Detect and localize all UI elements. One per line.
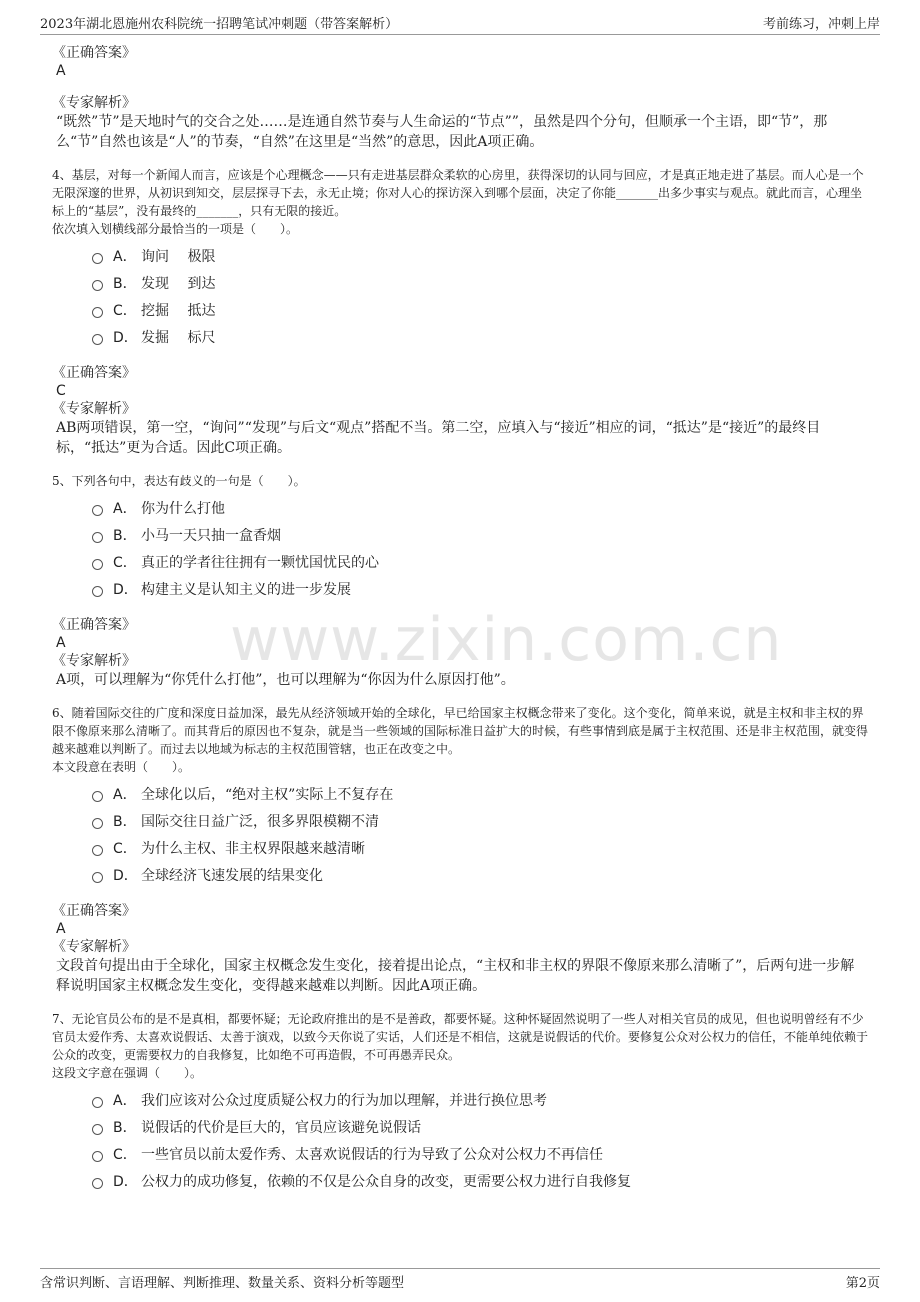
option-b[interactable]: B． 发现 到达 [92, 269, 868, 296]
header-slogan: 考前练习，冲刺上岸 [762, 17, 880, 32]
radio-icon[interactable] [92, 559, 103, 570]
option-b[interactable]: B． 说假话的代价是巨大的，官员应该避免说假话 [92, 1113, 868, 1140]
option-b[interactable]: B． 国际交往日益广泛，很多界限模糊不清 [92, 807, 868, 834]
correct-answer: A [56, 635, 66, 651]
option-c[interactable]: C． 一些官员以前太爱作秀、太喜欢说假话的行为导致了公众对公权力不再信任 [92, 1140, 868, 1167]
question-prompt: 依次填入划横线部分最恰当的一项是（ ）。 [52, 222, 299, 236]
page-number: 第2页 [845, 1276, 880, 1291]
option-d[interactable]: D． 全球经济飞速发展的结果变化 [92, 861, 868, 888]
analysis-label: 《专家解析》 [52, 939, 136, 955]
option-b[interactable]: B． 小马一天只抽一盒香烟 [92, 521, 868, 548]
expert-analysis: “既然”节”是天地时气的交合之处……是连通自然节奏与人生命运的“节点””，虽然是四个分句，但顺承一个主语，即“节”，那么“节”自然也该是“人”的节奏，“自然”在这里是“当然”的意思，因此A项正确。 [56, 114, 828, 150]
option-a[interactable]: A． 询问 极限 [92, 242, 868, 269]
option-list [92, 1086, 868, 1194]
radio-icon[interactable] [92, 1097, 103, 1108]
radio-icon[interactable] [92, 1124, 103, 1135]
footer-note: 含常识判断、言语理解、判断推理、数量关系、资料分析等题型 [40, 1276, 405, 1291]
radio-icon[interactable] [92, 586, 103, 597]
expert-analysis: A项，可以理解为“你凭什么打他”，也可以理解为“你因为什么原因打他”。 [56, 672, 515, 688]
radio-icon[interactable] [92, 845, 103, 856]
watermark: www.zixin.com.cn [230, 605, 783, 675]
radio-icon[interactable] [92, 1151, 103, 1162]
question-stem: 7、无论官员公布的是不是真相，都要怀疑；无论政府推出的是不是善政，都要怀疑。这种怀疑固然说明了一些人对相关官员的成见，但也说明曾经有不少官员太爱作秀、太喜欢说假话、太善于演戏，以致今天你说了实话，人们还是不相信，这就是说假话的代价。要修复公众对公权力的信任，不能单纯依赖于公众的改变，更需要权力的自我修复，比如绝不可再造假，不可再愚弄民众。 [52, 1012, 869, 1062]
page-content [52, 44, 868, 1194]
option-a[interactable]: A． 你为什么打他 [92, 494, 868, 521]
radio-icon[interactable] [92, 334, 103, 345]
radio-icon[interactable] [92, 280, 103, 291]
radio-icon[interactable] [92, 253, 103, 264]
radio-icon[interactable] [92, 791, 103, 802]
option-c[interactable]: C． 挖掘 抵达 [92, 296, 868, 323]
analysis-label: 《专家解析》 [52, 95, 136, 111]
correct-answer: A [56, 921, 66, 937]
answer-label: 《正确答案》 [52, 903, 136, 919]
option-c[interactable]: C． 为什么主权、非主权界限越来越清晰 [92, 834, 868, 861]
option-list [92, 780, 868, 888]
expert-analysis: 文段首句提出由于全球化，国家主权概念发生变化，接着提出论点，“主权和非主权的界限不像原来那么清晰了”，后两句进一步解释说明国家主权概念发生变化，变得越来越难以判断。因此A项正确。 [56, 958, 855, 994]
document-title: 2023年湖北恩施州农科院统一招聘笔试冲刺题（带答案解析） [40, 17, 399, 32]
question-stem: 4、基层，对每一个新闻人而言，应该是个心理概念——只有走进基层群众柔软的心房里，获得深切的认同与回应，才是真正地走进了基层。而人心是一个无限深邃的世界，从初识到知交，层层探寻下去，永无止境；你对人心的探访深入到哪个层面，决定了你能_______出多少事实与观点。就此而言，心理坐标上的“基层”，没有最终的_______，只有无限的接近。 [52, 168, 864, 218]
page-footer [40, 1268, 880, 1296]
question-stem: 5、下列各句中，表达有歧义的一句是（ ）。 [52, 474, 306, 488]
option-a[interactable]: A． 全球化以后，“绝对主权”实际上不复存在 [92, 780, 868, 807]
option-c[interactable]: C． 真正的学者往往拥有一颗忧国忧民的心 [92, 548, 868, 575]
radio-icon[interactable] [92, 307, 103, 318]
correct-answer: A [56, 63, 66, 79]
radio-icon[interactable] [92, 1178, 103, 1189]
radio-icon[interactable] [92, 872, 103, 883]
answer-label: 《正确答案》 [52, 45, 136, 61]
option-d[interactable]: D． 公权力的成功修复，依赖的不仅是公众自身的改变，更需要公权力进行自我修复 [92, 1167, 868, 1194]
option-list [92, 242, 868, 350]
question-prompt: 这段文字意在强调（ ）。 [52, 1066, 203, 1080]
analysis-label: 《专家解析》 [52, 401, 136, 417]
option-d[interactable]: D． 构建主义是认知主义的进一步发展 [92, 575, 868, 602]
answer-label: 《正确答案》 [52, 617, 136, 633]
option-list [92, 494, 868, 602]
correct-answer: C [56, 383, 66, 399]
radio-icon[interactable] [92, 818, 103, 829]
radio-icon[interactable] [92, 505, 103, 516]
option-d[interactable]: D． 发掘 标尺 [92, 323, 868, 350]
analysis-label: 《专家解析》 [52, 653, 136, 669]
option-a[interactable]: A． 我们应该对公众过度质疑公权力的行为加以理解，并进行换位思考 [92, 1086, 868, 1113]
expert-analysis: AB两项错误，第一空，“询问”“发现”与后文“观点”搭配不当。第二空，应填入与“接近”相应的词，“抵达”是“接近”的最终目标，“抵达”更为合适。因此C项正确。 [56, 420, 821, 456]
answer-label: 《正确答案》 [52, 365, 136, 381]
radio-icon[interactable] [92, 532, 103, 543]
page-header [40, 10, 880, 35]
question-prompt: 本文段意在表明（ ）。 [52, 760, 191, 774]
question-stem: 6、随着国际交往的广度和深度日益加深，最先从经济领域开始的全球化，早已给国家主权概念带来了变化。这个变化，简单来说，就是主权和非主权的界限不像原来那么清晰了。而其背后的原因也不复杂，就是当一些领域的国际标准日益扩大的时候，有些事情到底是属于主权范围、还是非主权范围，就变得越来越难以判断了。而过去以地域为标志的主权范围管辖，也正在改变之中。 [52, 706, 869, 756]
